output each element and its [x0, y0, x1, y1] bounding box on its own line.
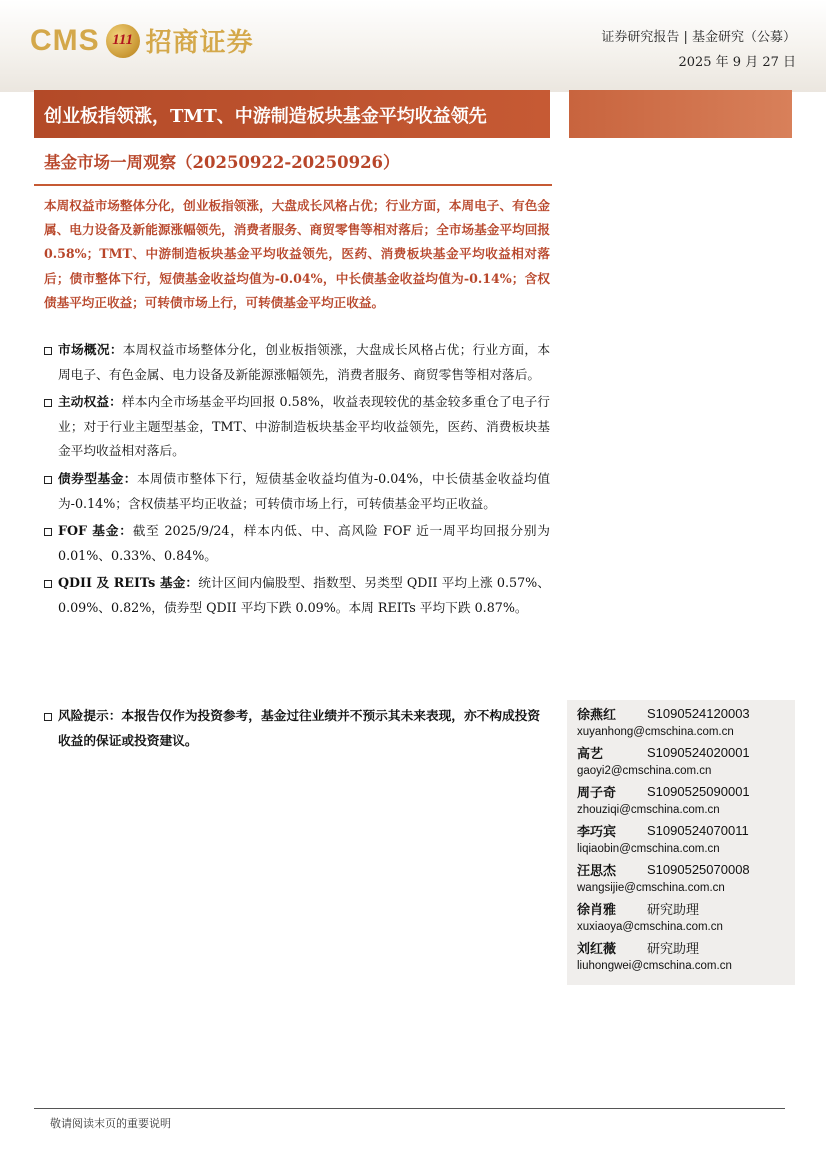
analyst-name: 刘红薇 — [577, 941, 617, 957]
bullet-bond-funds — [44, 467, 550, 516]
bullet-square-icon — [44, 399, 52, 407]
report-subtitle: 基金市场一周观察（20250922-20250926） — [44, 153, 400, 172]
bullet-active-equity — [44, 390, 550, 464]
analyst-email[interactable]: gaoyi2@cmschina.com.cn — [577, 765, 712, 777]
analyst-panel — [567, 700, 795, 985]
analyst-id: S1090524120003 — [647, 705, 750, 721]
analyst-name: 周子奇 — [577, 785, 617, 801]
analyst-entry — [577, 898, 789, 936]
bullet-label: QDII 及 REITs 基金： — [58, 575, 199, 591]
title-bar — [34, 90, 550, 138]
risk-warning — [44, 704, 550, 753]
analyst-id: S1090525070008 — [647, 861, 750, 877]
bullet-square-icon — [44, 580, 52, 588]
footer-note: 敬请阅读末页的重要说明 — [50, 1117, 171, 1130]
analyst-title: 研究助理 — [647, 941, 700, 957]
bullet-label: 主动权益： — [58, 394, 122, 410]
bullet-square-icon — [44, 528, 52, 536]
analyst-email[interactable]: zhouziqi@cmschina.com.cn — [577, 804, 720, 816]
analyst-email[interactable]: xuxiaoya@cmschina.com.cn — [577, 921, 723, 933]
analyst-email[interactable]: liqiaobin@cmschina.com.cn — [577, 843, 720, 855]
footer-divider — [34, 1108, 785, 1109]
bullet-market-overview — [44, 338, 550, 387]
analyst-email[interactable]: liuhongwei@cmschina.com.cn — [577, 960, 732, 972]
analyst-name: 徐燕红 — [577, 707, 617, 723]
analyst-entry — [577, 742, 789, 780]
bullet-label: FOF 基金： — [58, 523, 133, 539]
bullet-square-icon — [44, 713, 52, 721]
bullet-text: 截至 2025/9/24，样本内低、中、高风险 FOF 近一周平均回报分别为 0.01%、0.33%、0.84%。 — [58, 523, 550, 563]
analyst-entry — [577, 937, 789, 975]
sidebar-header-bar — [569, 90, 792, 138]
analyst-entry — [577, 703, 789, 741]
analyst-name: 高艺 — [577, 746, 604, 762]
company-logo — [30, 22, 254, 59]
bullet-text: 本周债市整体下行，短债基金收益均值为-0.04%，中长债基金收益均值为-0.14%；含权债基平均正收益；可转债市场上行，可转债基金平均正收益。 — [58, 470, 551, 511]
analyst-id: S1090524070011 — [647, 822, 749, 838]
bullet-text: 本周权益市场整体分化，创业板指领涨，大盘成长风格占优；行业方面，本周电子、有色金属、电力设备及新能源涨幅领先，消费者服务、商贸零售等相对落后。 — [58, 342, 551, 382]
logo-emblem-icon: 111 — [106, 24, 140, 58]
logo-chinese-text: 招商证券 — [145, 28, 254, 58]
analyst-name: 李巧宾 — [577, 824, 617, 840]
bullet-label: 市场概况： — [58, 342, 123, 357]
bullet-fof-funds — [44, 519, 550, 568]
report-type: 证券研究报告 | 基金研究（公募） — [601, 30, 796, 45]
bullet-label: 债券型基金： — [58, 470, 137, 486]
bullet-square-icon — [44, 347, 52, 355]
bullet-qdii-reits — [44, 571, 550, 620]
analyst-title: 研究助理 — [647, 902, 700, 918]
logo-cms-text: CMS — [30, 23, 100, 57]
report-date: 2025 年 9 月 27 日 — [678, 55, 796, 70]
bullet-square-icon — [44, 476, 52, 484]
subtitle-divider — [34, 184, 552, 186]
summary-paragraph: 本周权益市场整体分化，创业板指领涨，大盘成长风格占优；行业方面，本周电子、有色金属、电力设备及新能源涨幅领先，消费者服务、商贸零售等相对落后；全市场基金平均回报 0.58%；TMT、中游制造板块基金平均收益领先，医药、消费板块基金平均收益相对落后；债市整体下行，短债基金收益均值为-0.04%，中长债基金收益均值为-0.14%；含权债基平均正收益；可转债市场上行，可转债基金平均正收益。 — [44, 198, 550, 310]
analyst-entry — [577, 859, 789, 897]
analyst-email[interactable]: xuyanhong@cmschina.com.cn — [577, 726, 734, 738]
analyst-name: 徐肖雅 — [577, 902, 617, 918]
analyst-email[interactable]: wangsijie@cmschina.com.cn — [577, 882, 725, 894]
analyst-id: S1090525090001 — [647, 783, 750, 799]
analyst-entry — [577, 781, 789, 819]
risk-text: 风险提示：本报告仅作为投资参考，基金过往业绩并不预示其未来表现，亦不构成投资收益的保证或投资建议。 — [58, 708, 541, 748]
analyst-id: S1090524020001 — [647, 744, 750, 760]
bullet-text: 统计区间内偏股型、指数型、另类型 QDII 平均上涨 0.57%、0.09%、0.82%，债券型 QDII 平均下跌 0.09%。本周 REITs 平均下跌 0.87%。 — [58, 575, 550, 615]
analyst-entry — [577, 820, 789, 858]
analyst-name: 汪思杰 — [577, 863, 617, 879]
bullet-text: 样本内全市场基金平均回报 0.58%，收益表现较优的基金较多重仓了电子行业；对于行业主题型基金，TMT、中游制造板块基金平均收益领先，医药、消费板块基金平均收益相对落后。 — [58, 394, 550, 459]
report-title: 创业板指领涨，TMT、中游制造板块基金平均收益领先 — [44, 106, 487, 127]
bullet-list — [44, 338, 550, 624]
